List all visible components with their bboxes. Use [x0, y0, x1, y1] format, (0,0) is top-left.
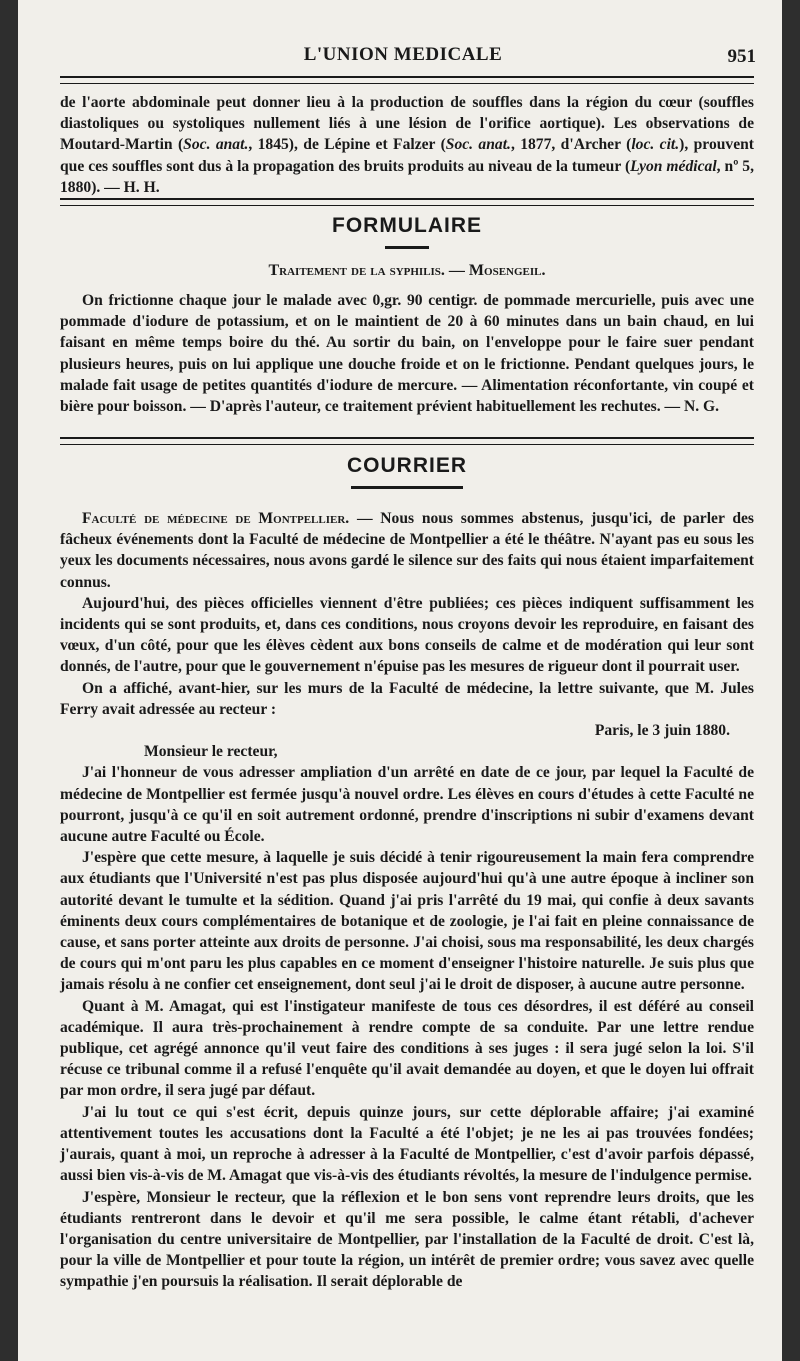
formulaire-body: [60, 290, 754, 417]
courrier-paragraph-3: On a affiché, avant-hier, sur les murs de la Faculté de médecine, la lettre suivante, que M. Jules Ferry avait adressée au recteur :: [60, 679, 754, 718]
courrier-paragraph-1: [60, 508, 754, 593]
letter-paragraph-5: J'espère, Monsieur le recteur, que la réflexion et le bon sens vont reprendre leurs droits, que les étudiants rentreront dans le devoir et qu'il me sera possible, le calme étant rétabli, d'achever l'organisation du centre universitaire de Montpellier, par l'installation de la Faculté de droit. C'est là, pour la ville de Montpellier et pour toute la région, un intérêt de premier ordre; vous savez avec quelle sympathie j'en poursuis la réalisation. Il serait déplorable de: [60, 1188, 754, 1291]
letter-dateline: Paris, le 3 juin 1880.: [594, 722, 730, 740]
letter-paragraph-4: J'ai lu tout ce qui s'est écrit, depuis quinze jours, sur cette déplorable affaire; j'ai examiné attentivement toutes les accusations dont la Faculté a été l'objet; je ne les ai pas trouvées fondées; j'aurais, quant à moi, un reproche à adresser à la Faculté de Montpellier, c'est d'avoir parfois dépassé, aussi bien vis-à-vis de M. Amagat que vis-à-vis des étudiants révoltés, la mesure de l'indulgence permise.: [60, 1103, 754, 1185]
formulaire-subtitle: [60, 260, 754, 281]
letter-paragraph-1: J'ai l'honneur de vous adresser ampliation d'un arrêté en date de ce jour, par lequel la Faculté de médecine de Montpellier est fermée jusqu'à nouvel ordre. Les élèves en cours d'études à cette Faculté ne pourront, jusqu'à ce qu'il en soit autrement ordonné, prendre d'inscriptions ni subir d'examens devant aucune autre Faculté ou École.: [60, 764, 754, 846]
intro-paragraph: [60, 92, 754, 198]
intro-text: de l'aorte abdominale peut donner lieu à la production de souffles dans la région du cœur (souffles diastoliques ou systoliques nullement liés à une lésion de l'orifice aortique). Les observations de Moutard-Martin (Soc. anat., 1845), de Lépine et Falzer (Soc. anat., 1877, d'Archer (loc. cit.), prouvent que ces souffles sont dus à la propagation des bruits produits au niveau de la tumeur (Lyon médical, nº 5, 1880). — H. H.: [60, 94, 754, 196]
letter-salutation: Monsieur le recteur,: [144, 743, 278, 761]
courrier-heading-rule: [351, 486, 463, 489]
courrier-heading: COURRIER: [346, 454, 467, 477]
courrier-body: [60, 508, 754, 1293]
header-rule: [60, 76, 754, 84]
section-divider-1: [60, 198, 754, 206]
formulaire-subtitle-text: Traitement de la syphilis. — Mosengeil.: [268, 262, 546, 279]
formulaire-heading-rule: [385, 246, 429, 249]
courrier-paragraph-2: Aujourd'hui, des pièces officielles viennent d'être publiées; ces pièces indiquent suffisamment les incidents qui se sont produits, et, dans ces conditions, nous croyons devoir les reproduire, en faisant des vœux, d'un côté, pour que les élèves cèdent aux bons conseils de calme et de modération qui leur sont donnés, de l'autre, pour que le gouvernement n'épuise pas les mesures de rigueur dont il pourrait user.: [60, 594, 754, 676]
journal-title: L'UNION MEDICALE: [303, 44, 503, 65]
formulaire-paragraph: On frictionne chaque jour le malade avec 0,gr. 90 centigr. de pommade mercurielle, puis avec une pommade d'iodure de potassium, et on le maintient de 20 à 60 minutes dans un bain chaud, en lui faisant en même temps boire du thé. Au sortir du bain, on l'enveloppe pour le faire suer pendant plusieurs heures, puis on lui applique une douche froide et on le frictionne. Pendant quelques jours, le malade fait usage de petites quantités d'iodure de mercure. — Alimentation réconfortante, vin coupé et bière pour boisson. — D'après l'auteur, ce traitement prévient habituellement les rechutes. — N. G.: [60, 292, 754, 416]
section-divider-2: [60, 437, 754, 445]
running-header: [58, 44, 756, 70]
formulaire-heading: FORMULAIRE: [332, 214, 482, 237]
courrier-lead-caps: Faculté de médecine de Montpellier.: [82, 510, 350, 527]
courrier-p1-text: — Nous nous sommes abstenus, jusqu'ici, de parler des fâcheux événements dont la Faculté de médecine de Montpellier a été le théâtre. N'ayant pas eu sous les yeux les documents nécessaires, nous avons gardé le silence sur des faits qui nous étaient imparfaitement connus.: [60, 510, 755, 591]
journal-page: [18, 0, 782, 1361]
letter-paragraph-3: Quant à M. Amagat, qui est l'instigateur manifeste de tous ces désordres, il est déféré au conseil académique. Il aura très-prochainement à rendre compte de sa conduite. Par une lettre rendue publique, cet agrégé annonce qu'il veut faire des conditions à ses juges : il sera jugé selon la loi. S'il récuse ce tribunal comme il a refusé l'enquête qu'il avait demandée au doyen, et que le doyen lui offrait par mon ordre, il sera jugé par défaut.: [60, 997, 754, 1100]
page-number: 951: [727, 46, 756, 67]
letter-paragraph-2: J'espère que cette mesure, à laquelle je suis décidé à tenir rigoureusement la main fera comprendre aux étudiants que l'Université n'est pas plus disposée aujourd'hui qu'à une autre époque à incliner son autorité devant le tumulte et la sédition. Quand j'ai pris l'arrêté du 19 mai, qui confie à deux savants éminents deux cours complémentaires de botanique et de zoologie, je l'ai fait en pleine connaissance de cause, et sans porter atteinte aux droits de personne. J'ai choisi, sous ma responsabilité, les deux chargés de cours qui m'ont paru les plus capables en ce moment d'enseigner l'histoire naturelle. Je suis plus que jamais résolu à ne confier cet enseignement, dont seul j'ai le droit de disposer, à aucune autre personne.: [60, 849, 754, 994]
